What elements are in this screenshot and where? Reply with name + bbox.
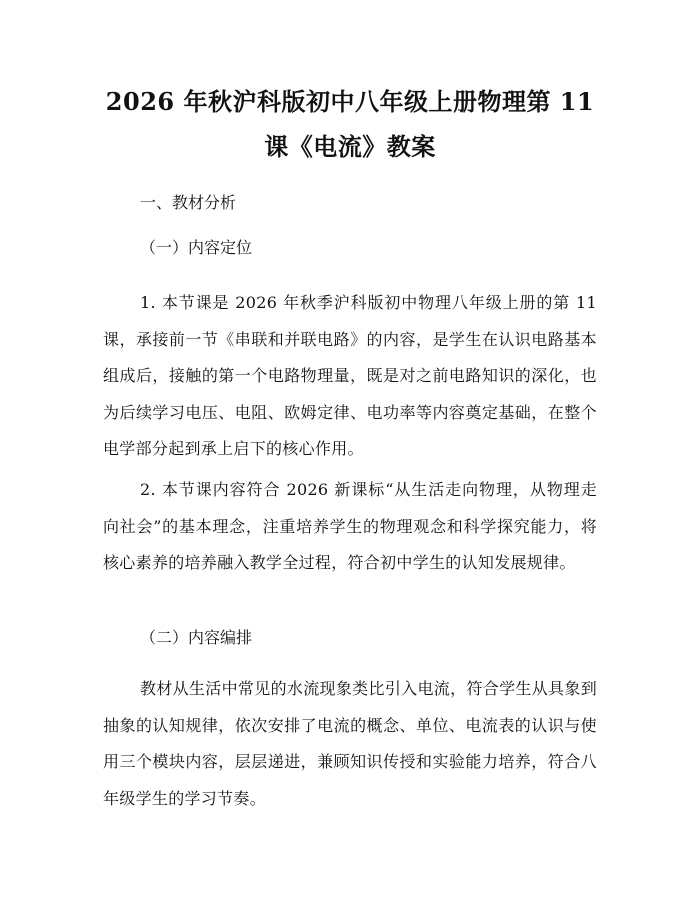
subsection-heading-content-arrangement: （二）内容编排 (140, 628, 253, 647)
paragraph-1: 1. 本节课是 2026 年秋季沪科版初中物理八年级上册的第 11 课，承接前一节《串联和并联电路》的内容，是学生在认识电路基本组成后，接触的第一个电路物理量，既是对之前电路知识的深化，也为后续学习电压、电阻、欧姆定律、电功率等内容奠定基础，在整个电学部分起到承上启下的核心作用。 (103, 293, 597, 458)
paragraph-3: 教材从生活中常见的水流现象类比引入电流，符合学生从具象到抽象的认知规律，依次安排了电流的概念、单位、电流表的认识与使用三个模块内容，层层递进，兼顾知识传授和实验能力培养，符合八年级学生的学习节奏。 (103, 679, 597, 808)
section-heading-textbook-analysis: 一、教材分析 (140, 193, 237, 212)
subsection-heading-content-positioning: （一）内容定位 (140, 238, 253, 257)
document-title-line-2: 课《电流》教案 (264, 132, 436, 161)
document-title-line-1: 2026 年秋沪科版初中八年级上册物理第 11 (105, 87, 595, 116)
paragraph-2: 2. 本节课内容符合 2026 新课标“从生活走向物理，从物理走向社会”的基本理念，注重培养学生的物理观念和科学探究能力，将核心素养的培养融入教学全过程，符合初中学生的认知发展规律。 (103, 480, 597, 572)
